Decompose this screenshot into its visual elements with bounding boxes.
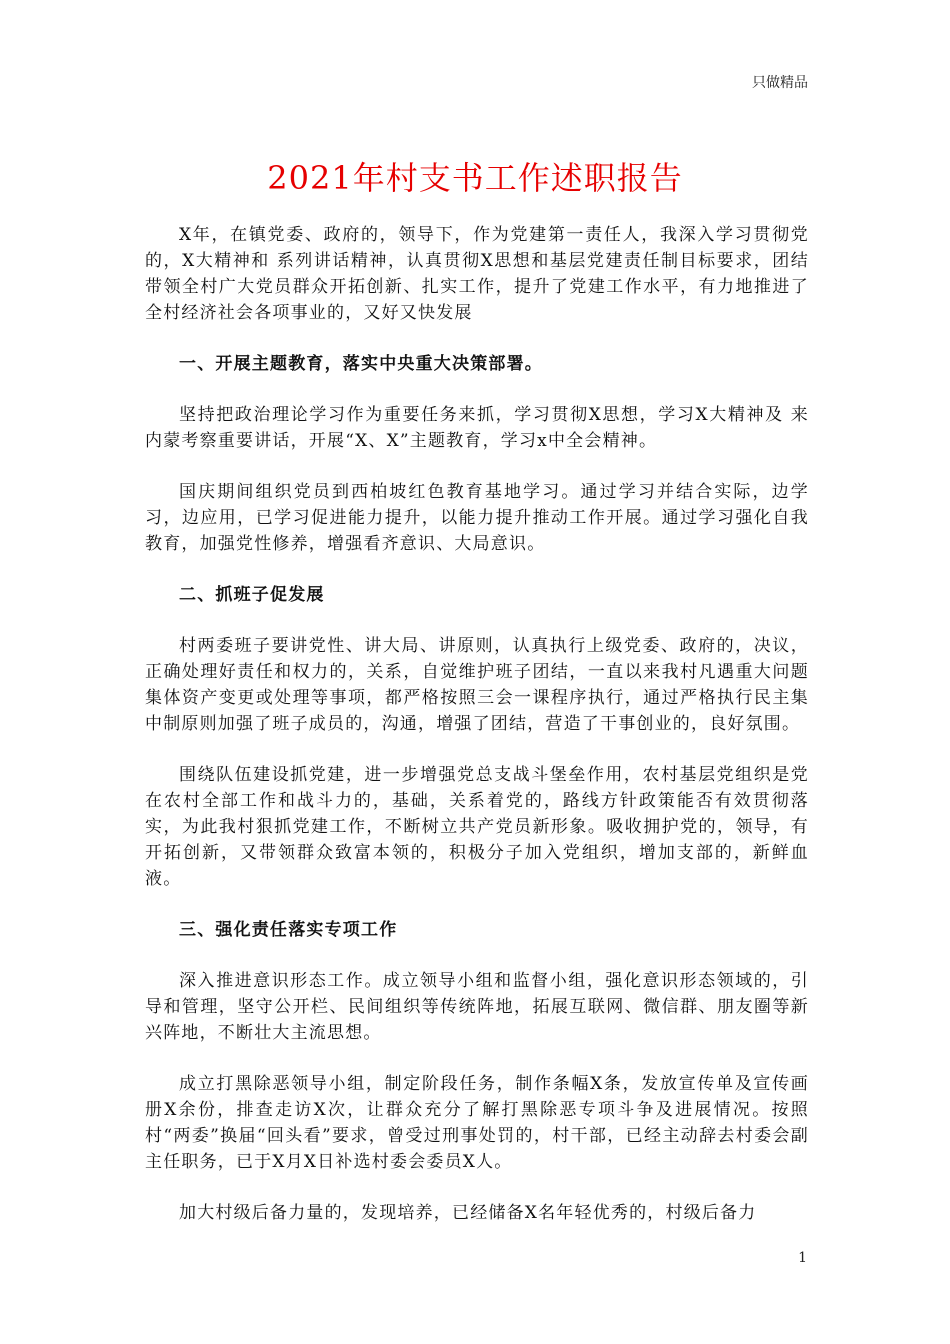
paragraph: 村两委班子要讲党性、讲大局、讲原则，认真执行上级党委、政府的，决议，正确处理好责任和权力的，关系，自觉维护班子团结，一直以来我村凡遇重大问题集体资产变更或处理等事项，都严格按照三会一课程序执行，通过严格执行民主集中制原则加强了班子成员的，沟通，增强了团结，营造了干事创业的，良好氛围。	[145, 636, 809, 734]
paragraph: 坚持把政治理论学习作为重要任务来抓，学习贯彻X思想，学习X大精神及 来内蒙考察重要讲话，开展“X、X”主题教育，学习x中全会精神。	[145, 405, 809, 451]
section-heading-2: 二、抓班子促发展	[179, 585, 325, 605]
paragraph: 国庆期间组织党员到西柏坡红色教育基地学习。通过学习并结合实际，边学习，边应用，已学习促进能力提升，以能力提升推动工作开展。通过学习强化自我教育，加强党性修养，增强看齐意识、大局意识。	[145, 482, 809, 554]
paragraph: 围绕队伍建设抓党建，进一步增强党总支战斗堡垒作用，农村基层党组织是党在农村全部工作和战斗力的，基础，关系着党的，路线方针政策能否有效贯彻落实，为此我村狠抓党建工作，不断树立共产党员新形象。吸收拥护党的，领导，有开拓创新，又带领群众致富本领的，积极分子加入党组织，增加支部的，新鲜血液。	[145, 765, 809, 889]
paragraph-intro: X年，在镇党委、政府的，领导下，作为党建第一责任人，我深入学习贯彻党的，X大精神和 系列讲话精神，认真贯彻X思想和基层党建责任制目标要求，团结带领全村广大党员群众开拓创新、扎实工作，提升了党建工作水平，有力地推进了全村经济社会各项事业的，又好又快发展	[145, 225, 809, 323]
header-note: 只做精品	[752, 75, 808, 91]
paragraph: 成立打黑除恶领导小组，制定阶段任务，制作条幅X条，发放宣传单及宣传画册X余份，排查走访X次，让群众充分了解打黑除恶专项斗争及进展情况。按照村“两委”换届“回头看”要求，曾受过刑事处罚的，村干部，已经主动辞去村委会副主任职务，已于X月X日补选村委会委员X人。	[145, 1074, 809, 1172]
section-heading-1: 一、开展主题教育，落实中央重大决策部署。	[179, 354, 543, 374]
page-number: 1	[798, 1250, 807, 1266]
document-title: 2021年村支书工作述职报告	[267, 159, 683, 197]
section-heading-3: 三、强化责任落实专项工作	[179, 920, 398, 940]
paragraph: 深入推进意识形态工作。成立领导小组和监督小组，强化意识形态领域的，引导和管理，坚守公开栏、民间组织等传统阵地，拓展互联网、微信群、朋友圈等新兴阵地，不断壮大主流思想。	[145, 971, 809, 1043]
document-body	[145, 222, 809, 1251]
paragraph-truncated: 加大村级后备力量的，发现培养，已经储备X名年轻优秀的，村级后备力	[179, 1203, 757, 1223]
